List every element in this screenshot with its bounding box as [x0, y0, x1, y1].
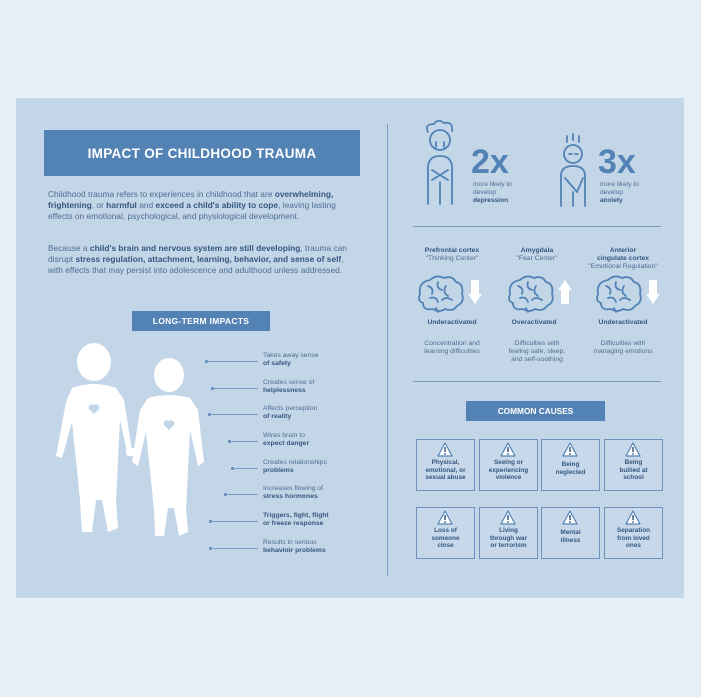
page-title: IMPACT OF CHILDHOOD TRAUMA	[44, 130, 360, 176]
intro-text-segment: , trauma can disrupt	[48, 243, 347, 265]
anxious-person-icon	[555, 132, 591, 210]
impact-connector-line	[210, 521, 258, 522]
intro-paragraph-2	[48, 243, 360, 277]
intro-text-segment: and	[136, 200, 156, 211]
cause-label-line: sexual abuse	[425, 474, 466, 482]
cause-label-line: someone	[431, 534, 460, 542]
impact-line-2: of reality	[263, 413, 292, 421]
cause-label-line: Separation	[616, 527, 651, 534]
impact-item	[263, 512, 353, 529]
long-term-impacts-label: LONG-TERM IMPACTS	[132, 311, 270, 331]
cause-label	[481, 459, 536, 482]
cause-card	[604, 507, 663, 559]
anxiety-stat-text: more likely to develop anxiety	[600, 181, 639, 204]
intro-text-segment: , with effects that may persist into adolescence and adulthood unless addressed.	[48, 254, 344, 276]
impact-item	[263, 352, 353, 369]
status-amygdala: Overactivated	[511, 319, 557, 326]
vertical-divider	[387, 124, 388, 576]
warning-icon	[500, 510, 516, 525]
cause-label-line: Loss of	[434, 527, 457, 534]
impact-line-2: of safety	[263, 360, 291, 368]
brain-icon	[416, 276, 486, 312]
depression-stat-text: more likely to develop depression	[473, 181, 512, 204]
cause-label	[606, 459, 661, 482]
impact-item	[263, 432, 353, 449]
impact-line-2: expect danger	[263, 440, 310, 448]
impact-item	[263, 379, 353, 396]
cause-card	[416, 507, 475, 559]
impact-connector-line	[210, 548, 258, 549]
cause-label-line: ones	[626, 542, 641, 550]
impact-connector-line	[209, 414, 258, 415]
intro-text-segment: stress regulation, attachment, learning, behavior, and sense of self	[75, 254, 342, 265]
cause-label-line: school	[623, 474, 644, 482]
impact-connector-line	[232, 468, 258, 469]
status-prefrontal: Underactivated	[427, 319, 477, 326]
intro-text-segment: Because a	[48, 243, 90, 253]
status-anterior: Underactivated	[598, 319, 648, 326]
stats-divider	[413, 226, 661, 227]
warning-icon	[562, 442, 578, 457]
impact-connector-line	[206, 361, 258, 362]
cause-label-line: Living	[499, 527, 518, 534]
warning-icon	[625, 510, 641, 525]
impact-line-1: Results in serious	[263, 539, 317, 546]
cause-label-line: Being	[561, 461, 580, 468]
impact-line-2: stress hormones	[263, 493, 318, 501]
impact-line-1: Wires brain to	[263, 432, 305, 439]
intro-text-segment: , or	[91, 200, 107, 211]
cause-label	[543, 461, 598, 476]
cause-label	[481, 527, 536, 550]
impact-line-1: Triggers, fight, flight	[263, 512, 329, 519]
cause-label-line: neglected	[555, 468, 586, 476]
warning-icon	[625, 442, 641, 457]
impact-line-2: or freeze response	[263, 520, 324, 528]
arrow-down-icon	[468, 280, 482, 304]
cause-card	[604, 439, 663, 491]
intro-text-segment: , leaving lasting effects on emotional, psychological, and physiological development.	[48, 200, 336, 222]
desc-prefrontal: Concentration and learning difficulties	[424, 340, 480, 356]
cause-label-line: Mental	[560, 529, 581, 536]
impact-line-1: Takes away sense	[263, 352, 319, 359]
arrow-up-icon	[558, 280, 572, 304]
impact-line-1: Increases flowing of	[263, 485, 324, 492]
intro-text-segment: overwhelming, frightening	[48, 189, 334, 211]
cause-label-line: experiencing	[488, 466, 529, 474]
cause-label-line: Being	[624, 459, 643, 466]
cause-label	[418, 459, 473, 482]
impact-connector-line	[212, 388, 258, 389]
brain-icon	[594, 276, 664, 312]
common-causes-label: COMMON CAUSES	[466, 401, 605, 421]
impact-line-1: Affects perception	[263, 405, 318, 412]
crying-person-icon	[420, 120, 460, 208]
brain-region-amygdala: Amygdala "Fear Center"	[516, 247, 558, 262]
intro-text-segment: child's brain and nervous system are still developing	[89, 243, 301, 253]
impact-item	[263, 539, 353, 556]
cause-card	[541, 507, 600, 559]
anxiety-multiplier: 3x	[598, 143, 636, 181]
cause-card	[541, 439, 600, 491]
impact-item	[263, 405, 353, 422]
impact-line-2: behavioir problems	[263, 547, 326, 555]
cause-card	[479, 507, 538, 559]
cause-label-line: Physical,	[431, 459, 460, 466]
cause-label-line: illness	[560, 536, 581, 544]
cause-card	[479, 439, 538, 491]
desc-amygdala: Difficulties with feeling safe, sleep, and self-soothing	[508, 340, 566, 364]
cause-label-line: Seeing or	[493, 459, 524, 466]
cause-label-line: bullied at	[619, 466, 648, 474]
impact-item	[263, 485, 353, 502]
warning-icon	[437, 510, 453, 525]
impact-connector-line	[225, 494, 258, 495]
brain-divider	[413, 381, 661, 382]
impact-line-2: problems	[263, 467, 294, 475]
cause-label	[418, 527, 473, 550]
impact-line-2: helplessness	[263, 387, 306, 395]
cause-label-line: from loved	[617, 534, 650, 542]
depression-multiplier: 2x	[471, 143, 509, 181]
impact-line-1: Creates sense of	[263, 379, 315, 386]
children-silhouette-icon	[52, 340, 212, 550]
brain-region-prefrontal: Prefrontal cortex "Thinking Center"	[424, 247, 480, 262]
cause-label-line: or terrorism	[490, 542, 527, 550]
intro-text-segment: Childhood trauma refers to experiences in childhood that are	[48, 189, 275, 199]
arrow-down-icon	[646, 280, 660, 304]
cause-card	[416, 439, 475, 491]
brain-region-anterior: Anterior cingulate cortex "Emotional Regulation"	[588, 247, 658, 270]
intro-text-segment: harmful	[106, 200, 137, 211]
intro-paragraph-1	[48, 189, 360, 223]
cause-label-line: close	[437, 542, 454, 550]
warning-icon	[437, 442, 453, 457]
warning-icon	[500, 442, 516, 457]
cause-label	[543, 529, 598, 544]
impact-connector-line	[229, 441, 258, 442]
intro-text-segment: exceed a child's ability to cope	[155, 200, 279, 211]
impact-item	[263, 459, 353, 476]
impact-line-1: Creates relationships	[263, 459, 327, 466]
warning-icon	[562, 510, 578, 525]
cause-label	[606, 527, 661, 550]
cause-label-line: through war	[490, 534, 527, 542]
brain-icon	[506, 276, 576, 312]
desc-anterior: Difficulties with managing emotions	[593, 340, 653, 356]
cause-label-line: violence	[495, 474, 522, 482]
cause-label-line: emotional, or	[425, 466, 466, 474]
